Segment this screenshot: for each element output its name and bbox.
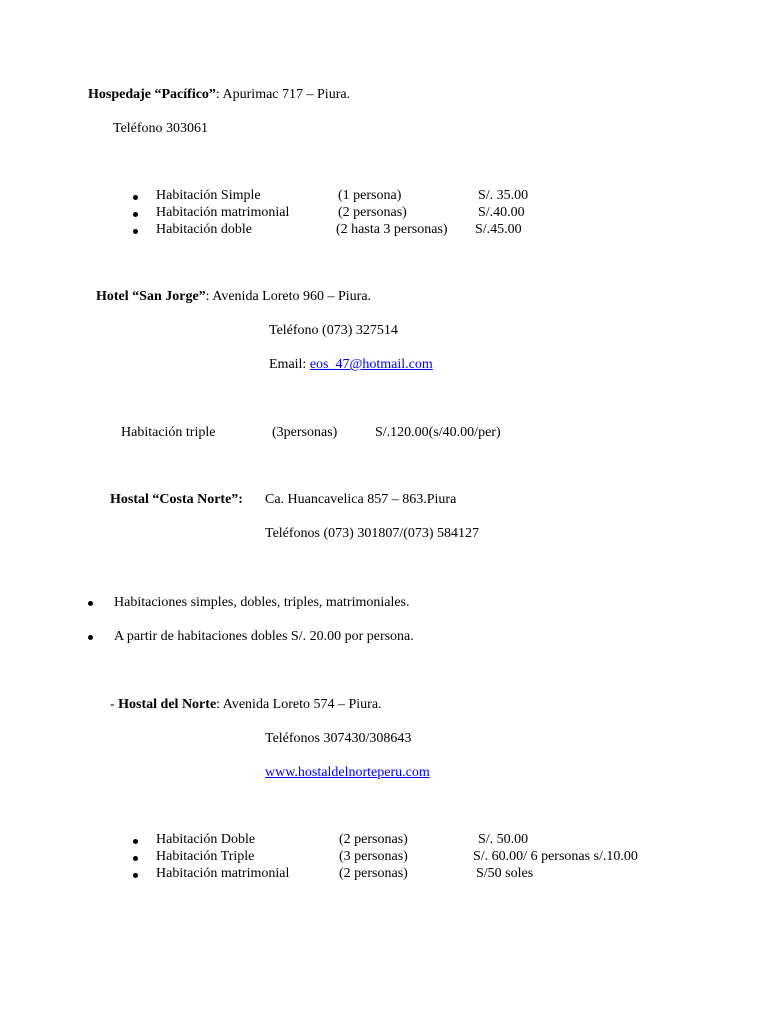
bullet-icon: [133, 212, 138, 217]
hotel2-email-link[interactable]: eos_47@hotmail.com: [309, 357, 433, 372]
hotel4-address: : Avenida Loreto 574 – Piura.: [216, 697, 382, 712]
hotel3-address: Ca. Huancavelica 857 – 863.Piura: [265, 492, 457, 507]
hotel1-room-type: Habitación Simple: [156, 188, 261, 203]
hotel3-heading: [110, 492, 243, 508]
hotel4-website-link[interactable]: www.hostaldelnorteperu.com: [265, 765, 430, 780]
hotel1-room-price: S/.45.00: [475, 222, 522, 237]
hotel4-room-capacity: (2 personas): [339, 832, 408, 847]
hotel1-name: Hospedaje “Pacífico”: [88, 87, 216, 102]
hotel3-name: Hostal “Costa Norte”:: [110, 492, 243, 507]
bullet-icon: [133, 856, 138, 861]
hotel1-address: : Apurimac 717 – Piura.: [215, 87, 351, 102]
hotel2-room-price: S/.120.00(s/40.00/per): [375, 425, 501, 440]
hotel3-note: A partir de habitaciones dobles S/. 20.00 por persona.: [114, 629, 414, 644]
hotel1-room-type: Habitación matrimonial: [156, 205, 290, 220]
bullet-icon: [133, 839, 138, 844]
hotel4-room-type: Habitación Triple: [156, 849, 255, 864]
hotel4-room-capacity: (3 personas): [339, 849, 408, 864]
hotel3-note: Habitaciones simples, dobles, triples, matrimoniales.: [114, 595, 410, 610]
bullet-icon: [133, 873, 138, 878]
hotel4-room-type: Habitación Doble: [156, 832, 256, 847]
hotel4-website-line: [265, 765, 430, 781]
hotel1-heading: [88, 87, 350, 103]
hotel1-room-price: S/. 35.00: [478, 188, 529, 203]
hotel2-address: : Avenida Loreto 960 – Piura.: [205, 289, 372, 304]
hotel4-phone: Teléfonos 307430/308643: [265, 731, 412, 746]
hotel2-name: Hotel “San Jorge”: [96, 289, 206, 304]
hotel4-name: Hostal del Norte: [118, 697, 217, 712]
bullet-icon: [88, 635, 93, 640]
bullet-icon: [133, 229, 138, 234]
hotel4-room-price: S/50 soles: [476, 866, 534, 881]
hotel4-room-price: S/. 50.00: [478, 832, 529, 847]
hotel2-room-capacity: (3personas): [272, 425, 338, 440]
hotel4-heading: [110, 697, 382, 713]
hotel1-phone: Teléfono 303061: [113, 121, 209, 136]
hotel2-heading: [96, 289, 371, 305]
hotel2-room-type: Habitación triple: [121, 425, 216, 440]
hotel4-room-price: S/. 60.00/ 6 personas s/.10.00: [473, 849, 638, 864]
hotel4-prefix: -: [110, 697, 119, 712]
bullet-icon: [133, 195, 138, 200]
hotel1-room-capacity: (2 personas): [338, 205, 407, 220]
hotel4-room-capacity: (2 personas): [339, 866, 408, 881]
bullet-icon: [88, 601, 93, 606]
hotel1-room-capacity: (1 persona): [338, 188, 402, 203]
hotel2-phone: Teléfono (073) 327514: [269, 323, 398, 338]
hotel2-email-line: [269, 357, 433, 373]
hotel4-room-type: Habitación matrimonial: [156, 866, 290, 881]
hotel3-phone: Teléfonos (073) 301807/(073) 584127: [265, 526, 480, 541]
hotel1-room-capacity: (2 hasta 3 personas): [336, 222, 448, 237]
hotel1-room-type: Habitación doble: [156, 222, 253, 237]
hotel1-room-price: S/.40.00: [478, 205, 525, 220]
hotel2-email-label: Email:: [269, 357, 310, 372]
